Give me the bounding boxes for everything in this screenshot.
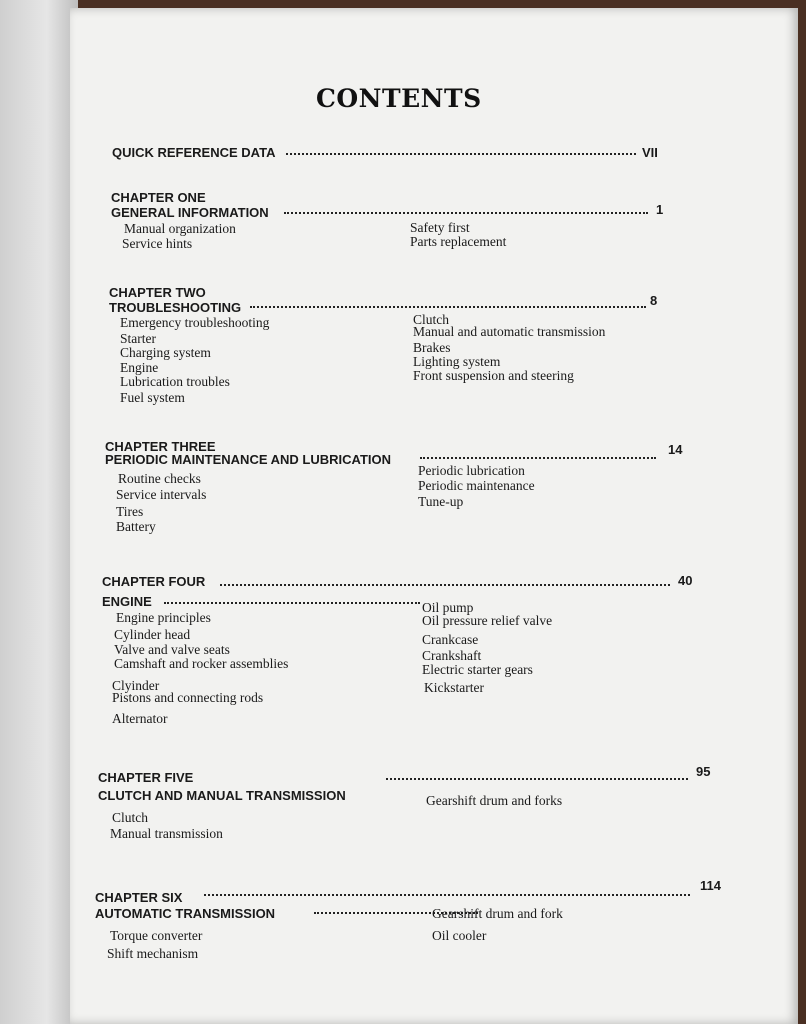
section-item: Battery (116, 519, 156, 534)
chapter-name: TROUBLESHOOTING (109, 300, 242, 315)
section-item: Pistons and connecting rods (112, 690, 264, 705)
section-item: Manual organization (124, 221, 236, 236)
section-item: Valve and valve seats (114, 642, 230, 657)
section-item: Front suspension and steering (413, 368, 574, 383)
section-item: Service intervals (116, 487, 207, 502)
chapter-page: 1 (656, 202, 664, 217)
chapter-name: CLUTCH AND MANUAL TRANSMISSION (98, 788, 346, 803)
section-item: Oil pressure relief valve (422, 613, 553, 628)
section-item: Clutch (413, 312, 449, 327)
chapter-name: GENERAL INFORMATION (111, 205, 269, 220)
section-item: Oil pump (422, 600, 474, 615)
chapter-name: ENGINE (102, 594, 152, 609)
chapter-number: CHAPTER ONE (111, 190, 206, 205)
dot-leader (204, 894, 690, 896)
section-item: Lighting system (413, 354, 501, 369)
section-item: Tires (116, 504, 144, 519)
dot-leader (386, 778, 688, 780)
section-item: Brakes (413, 340, 451, 355)
dot-leader (164, 602, 420, 604)
facing-page (0, 0, 78, 1024)
section-item: Engine principles (116, 610, 211, 625)
section-item: Routine checks (118, 471, 201, 486)
quick-reference-label: QUICK REFERENCE DATA (112, 145, 276, 160)
chapter-page: 14 (668, 442, 683, 457)
chapter-page: 95 (696, 764, 711, 779)
chapter-number: CHAPTER FOUR (102, 574, 206, 589)
section-item: Gearshift drum and fork (432, 906, 563, 921)
section-item: Lubrication troubles (120, 374, 230, 389)
section-item: Alternator (112, 711, 168, 726)
chapter-name: AUTOMATIC TRANSMISSION (95, 906, 276, 921)
section-item: Tune-up (418, 494, 464, 509)
chapter-number: CHAPTER SIX (95, 890, 183, 905)
section-item: Fuel system (120, 390, 185, 405)
section-item: Service hints (122, 236, 193, 251)
chapter-page: 114 (700, 878, 721, 893)
section-item: Cylinder head (114, 627, 191, 642)
section-item: Safety first (410, 220, 470, 235)
section-item: Crankcase (422, 632, 479, 647)
chapter-page: 40 (678, 573, 693, 588)
section-item: Manual transmission (110, 826, 223, 841)
quick-reference-page: VII (642, 145, 658, 160)
section-item: Gearshift drum and forks (426, 793, 563, 808)
dot-leader (286, 153, 636, 155)
dot-leader (220, 584, 670, 586)
contents-page (70, 8, 798, 1024)
chapter-number: CHAPTER THREE (105, 439, 216, 454)
section-item: Emergency troubleshooting (120, 315, 270, 330)
chapter-number: CHAPTER TWO (109, 285, 206, 300)
section-item: Clutch (112, 810, 148, 825)
section-item: Periodic maintenance (418, 478, 535, 493)
section-item: Crankshaft (422, 648, 482, 663)
section-item: Starter (120, 331, 156, 346)
section-item: Kickstarter (424, 680, 484, 695)
chapter-page: 8 (650, 293, 658, 308)
section-item: Charging system (120, 345, 211, 360)
section-item: Periodic lubrication (418, 463, 525, 478)
section-item: Camshaft and rocker assemblies (114, 656, 289, 671)
dot-leader (420, 457, 656, 459)
section-item: Electric starter gears (422, 662, 533, 677)
section-item: Engine (120, 360, 159, 375)
chapter-number: CHAPTER FIVE (98, 770, 194, 785)
dot-leader (250, 306, 646, 308)
section-item: Manual and automatic transmission (413, 324, 606, 339)
section-item: Parts replacement (410, 234, 507, 249)
dot-leader (284, 212, 648, 214)
chapter-name: PERIODIC MAINTENANCE AND LUBRICATION (105, 452, 391, 467)
section-item: Shift mechanism (107, 946, 199, 961)
section-item: Clyinder (112, 678, 160, 693)
section-item: Torque converter (110, 928, 203, 943)
page-title: CONTENTS (316, 84, 482, 113)
section-item: Oil cooler (432, 928, 487, 943)
